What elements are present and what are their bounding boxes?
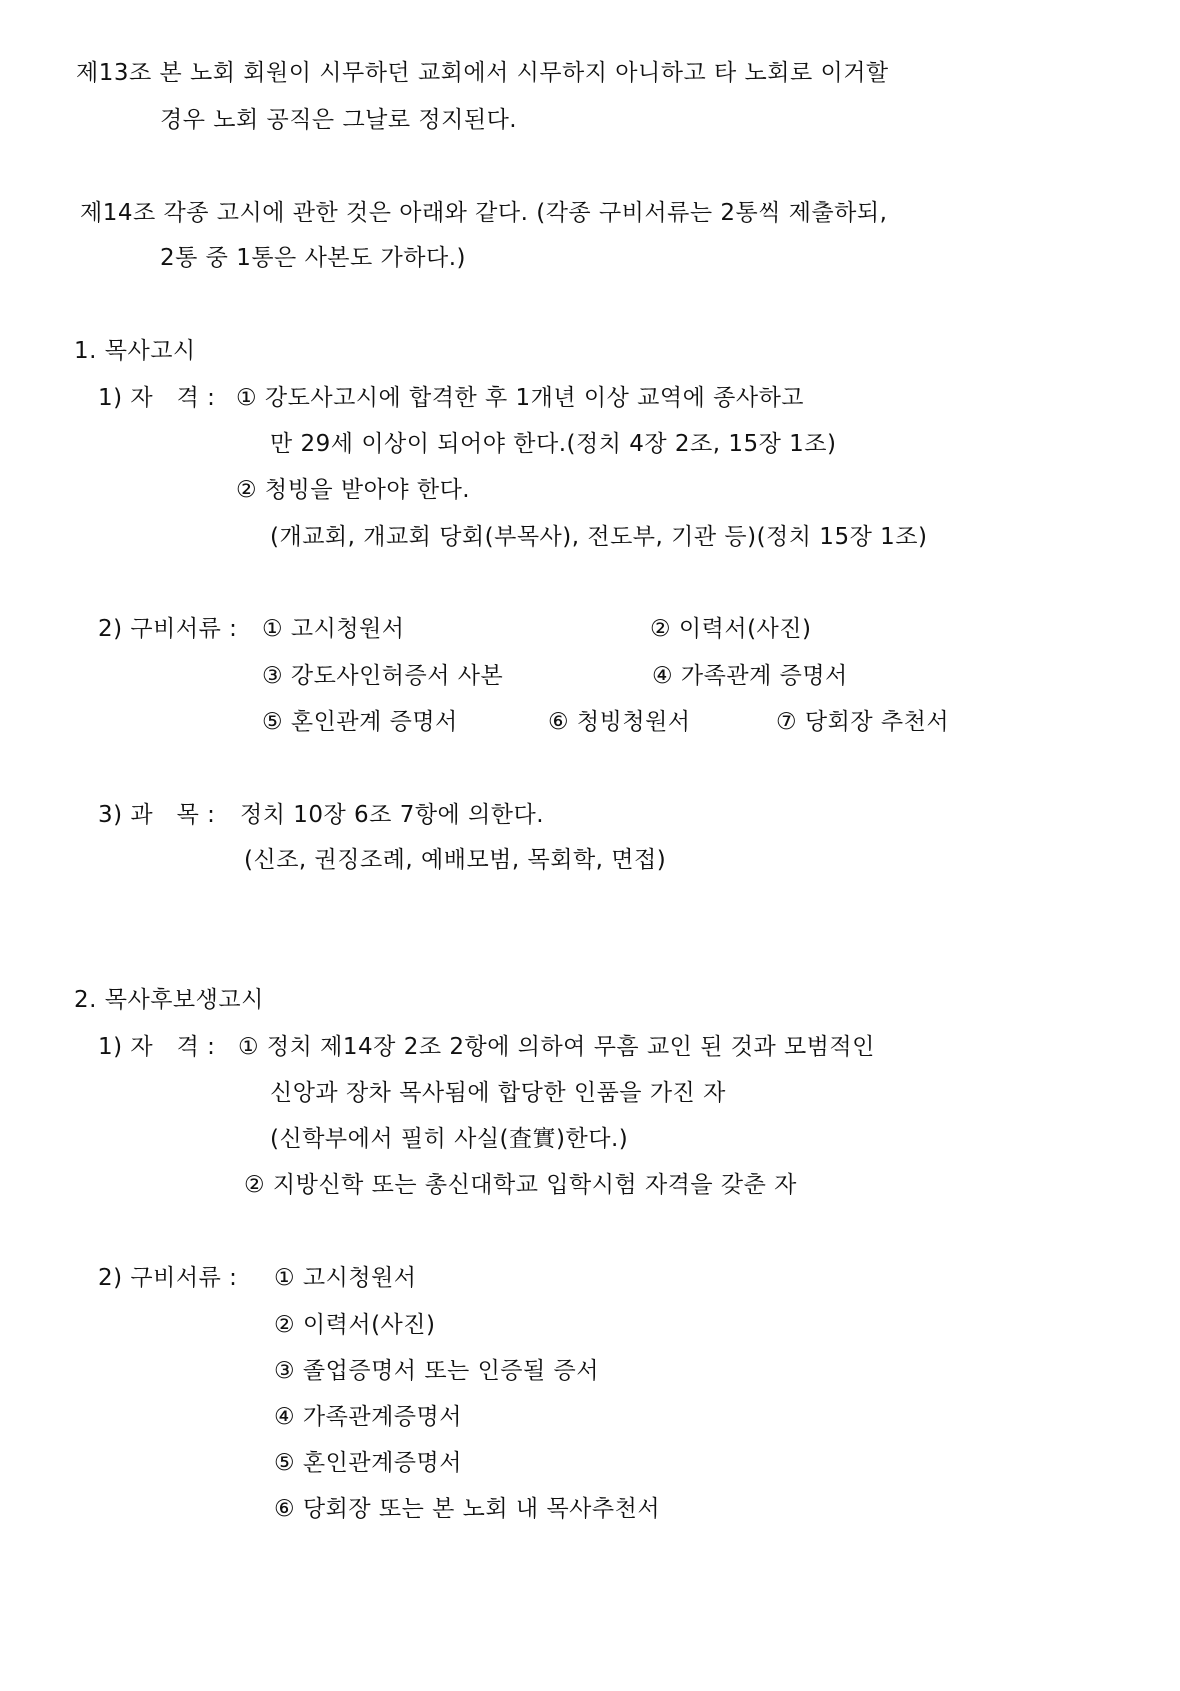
qualification-label: 1) 자 격 : (98, 1034, 216, 1060)
article-13-line: 제13조 본 노회 회원이 시무하던 교회에서 시무하지 아니하고 타 노회로 이거할 (76, 60, 889, 86)
qualification-item: ② 청빙을 받아야 한다. (236, 477, 471, 503)
document-item: ① 고시청원서 (262, 616, 405, 642)
article-14-line: 제14조 각종 고시에 관한 것은 아래와 같다. (각종 구비서류는 2통씩 제출하되, (80, 200, 888, 226)
document-item: ③ 졸업증명서 또는 인증될 증서 (274, 1358, 599, 1384)
document-item: ② 이력서(사진) (650, 616, 812, 642)
qualification-item: 만 29세 이상이 되어야 한다.(정치 4장 2조, 15장 1조) (270, 431, 837, 457)
subjects-label: 3) 과 목 : (98, 802, 216, 828)
document-item: ③ 강도사인허증서 사본 (262, 663, 504, 689)
qualification-item: ① 강도사고시에 합격한 후 1개년 이상 교역에 종사하고 (236, 385, 805, 411)
qualification-item: 신앙과 장차 목사됨에 합당한 인품을 가진 자 (270, 1080, 726, 1106)
document-item: ① 고시청원서 (274, 1265, 417, 1291)
document-item: ② 이력서(사진) (274, 1312, 436, 1338)
documents-label: 2) 구비서류 : (98, 1265, 238, 1291)
documents-label: 2) 구비서류 : (98, 616, 238, 642)
qualification-item: ② 지방신학 또는 총신대학교 입학시험 자격을 갖춘 자 (244, 1172, 797, 1198)
document-item: ④ 가족관계 증명서 (652, 663, 848, 689)
document-item: ⑤ 혼인관계 증명서 (262, 709, 458, 735)
section-title: 2. 목사후보생고시 (74, 987, 264, 1013)
subjects-text: 정치 10장 6조 7항에 의한다. (240, 802, 545, 828)
qualification-label: 1) 자 격 : (98, 385, 216, 411)
article-13-line: 경우 노회 공직은 그날로 정지된다. (160, 107, 518, 133)
qualification-item: (개교회, 개교회 당회(부목사), 전도부, 기관 등)(정치 15장 1조) (270, 524, 928, 550)
document-item: ⑦ 당회장 추천서 (776, 709, 950, 735)
document-item: ⑥ 청빙청원서 (548, 709, 691, 735)
qualification-item: ① 정치 제14장 2조 2항에 의하여 무흠 교인 된 것과 모범적인 (238, 1034, 875, 1060)
document-item: ④ 가족관계증명서 (274, 1404, 462, 1430)
article-14-line: 2통 중 1통은 사본도 가하다.) (160, 245, 466, 271)
document-item: ⑥ 당회장 또는 본 노회 내 목사추천서 (274, 1496, 661, 1522)
qualification-item: (신학부에서 필히 사실(査實)한다.) (270, 1126, 629, 1152)
subjects-text: (신조, 권징조례, 예배모범, 목회학, 면접) (244, 847, 667, 873)
document-item: ⑤ 혼인관계증명서 (274, 1450, 462, 1476)
section-title: 1. 목사고시 (74, 338, 196, 364)
